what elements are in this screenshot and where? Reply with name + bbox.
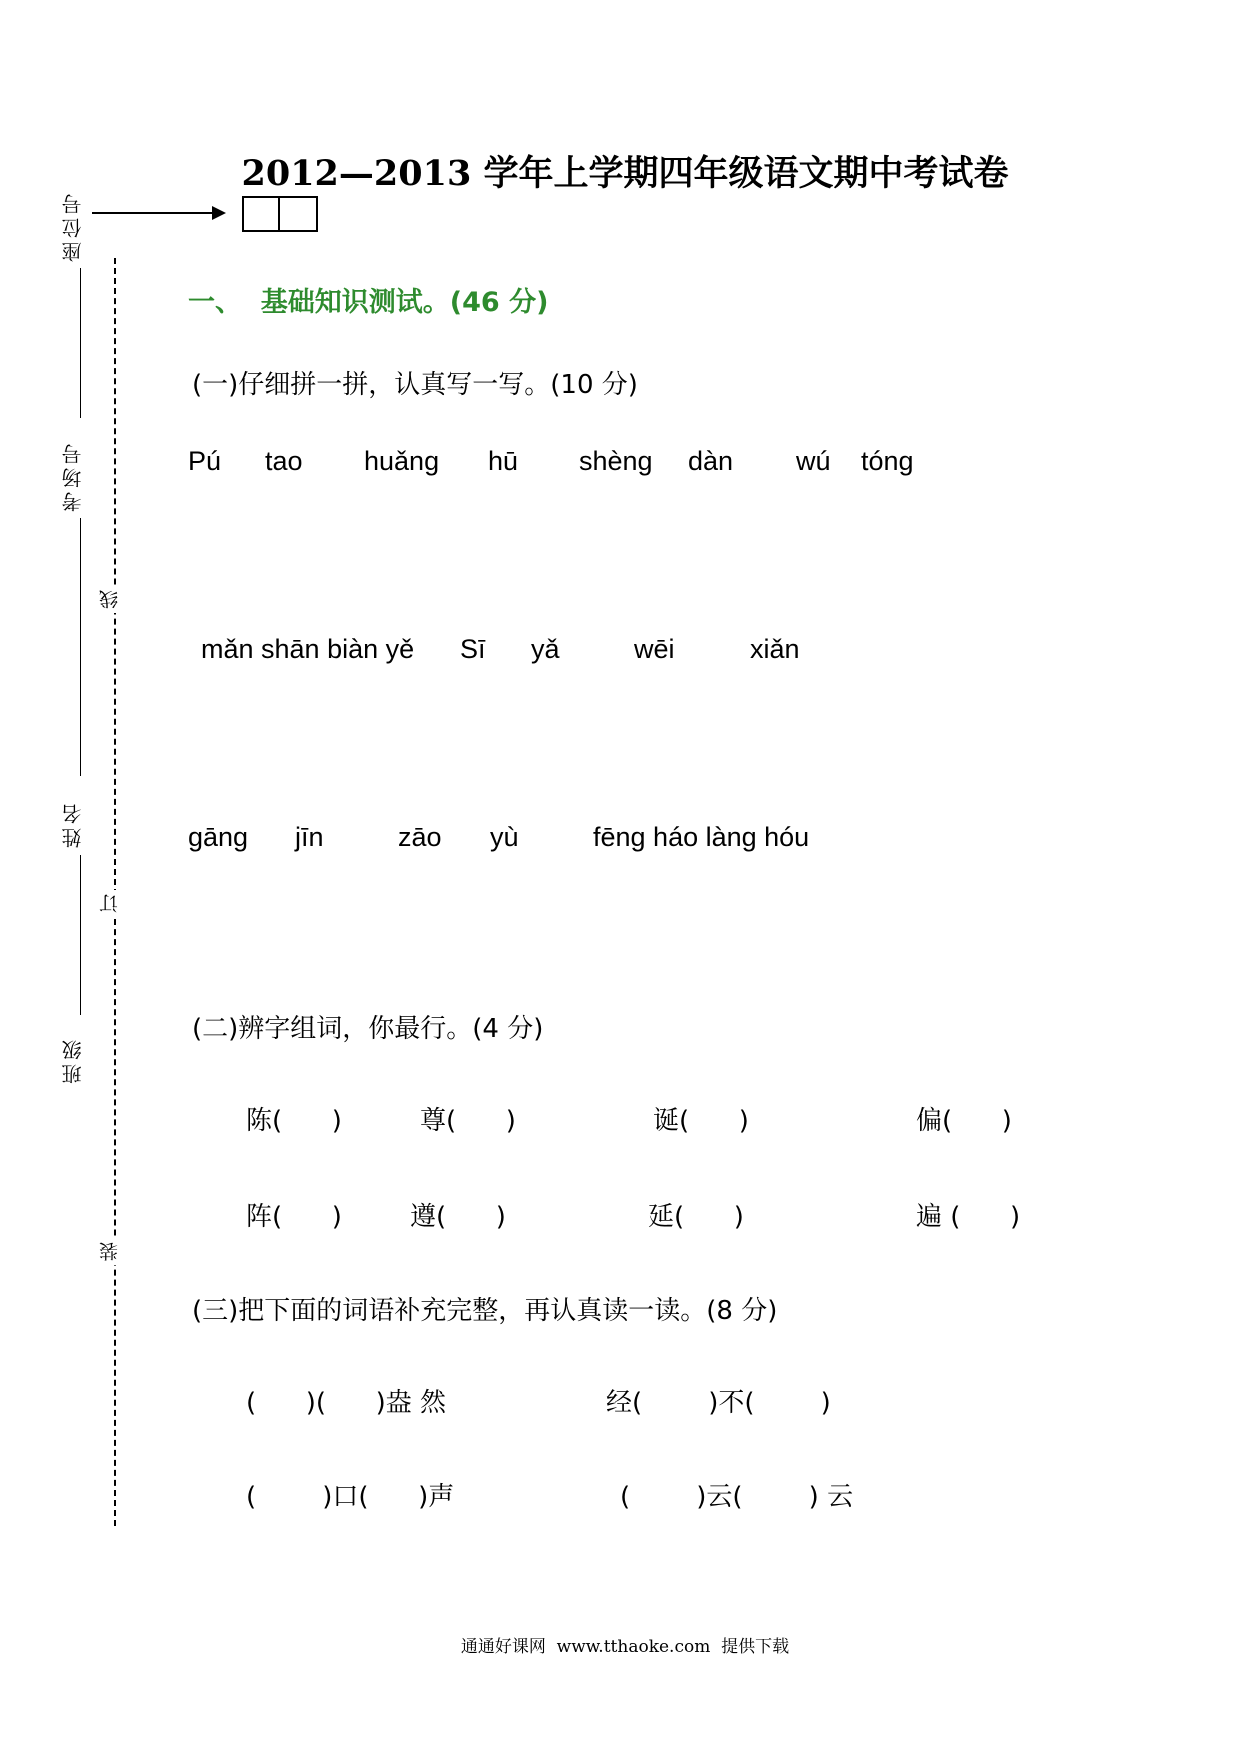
seat-underline — [80, 268, 81, 418]
seat-box-divider — [278, 198, 280, 230]
pinyin-word: wēi — [634, 634, 675, 664]
page-title: 2012—2013 学年上学期四年级语文期中考试卷 — [241, 153, 1009, 194]
word-item: ( )云( ) 云 — [620, 1482, 854, 1512]
word-item: 经( )不( ) — [606, 1388, 831, 1418]
word-item: 阵( ) — [246, 1202, 342, 1232]
name-underline — [80, 855, 81, 1015]
pinyin-word: hū — [488, 446, 519, 476]
word-item: 陈( ) — [246, 1106, 342, 1136]
pinyin-word: jīn — [295, 822, 324, 852]
pinyin-word: wú — [796, 446, 831, 476]
pinyin-word: dàn — [688, 446, 734, 476]
pinyin-word: gāng — [188, 822, 249, 852]
seat-number-box — [242, 196, 318, 232]
seat-arrow-line — [92, 212, 214, 214]
room-underline — [80, 518, 81, 776]
binding-mark-xian: 线 — [96, 586, 123, 613]
pinyin-word: huǎng — [364, 446, 440, 476]
word-item: 尊( ) — [420, 1106, 516, 1136]
word-item: 遍 ( ) — [916, 1202, 1021, 1232]
room-label: 考场号 — [61, 440, 85, 512]
pinyin-word: xiǎn — [750, 634, 800, 664]
part2-heading: (二)辨字组词，你最行。(4 分) — [192, 1014, 544, 1044]
pinyin-word: yù — [490, 822, 519, 852]
word-item: ( )口( )声 — [246, 1482, 455, 1512]
pinyin-word: shèng — [579, 446, 653, 476]
pinyin-word: Pú — [188, 446, 222, 476]
footer-source: 通通好课网 www.tthaoke.com 提供下载 — [460, 1637, 790, 1657]
word-item: 偏( ) — [916, 1106, 1012, 1136]
part1-heading: (一)仔细拼一拼，认真写一写。(10 分) — [192, 370, 638, 400]
word-item: 延( ) — [648, 1202, 744, 1232]
pinyin-word: tóng — [861, 446, 914, 476]
name-label: 姓名 — [61, 800, 85, 848]
pinyin-word: Sī — [460, 634, 486, 664]
part3-heading: (三)把下面的词语补充完整，再认真读一读。(8 分) — [192, 1296, 778, 1326]
class-label: 班级 — [61, 1036, 85, 1084]
seat-arrow-head — [212, 206, 226, 220]
binding-mark-zhuang: 装 — [96, 1238, 123, 1265]
pinyin-word: mǎn shān biàn yě — [201, 634, 415, 664]
word-item: ( )( )盎 然 — [246, 1388, 447, 1418]
binding-mark-ding: 订 — [96, 890, 123, 917]
pinyin-word: yǎ — [531, 634, 560, 664]
section-heading: 一、 基础知识测试。(46 分) — [188, 287, 549, 318]
word-item: 遵( ) — [410, 1202, 506, 1232]
pinyin-word: fēng háo làng hóu — [593, 822, 810, 852]
seat-label: 座位号 — [61, 190, 85, 262]
word-item: 诞( ) — [653, 1106, 749, 1136]
pinyin-word: zāo — [398, 822, 442, 852]
pinyin-word: tao — [265, 446, 303, 476]
